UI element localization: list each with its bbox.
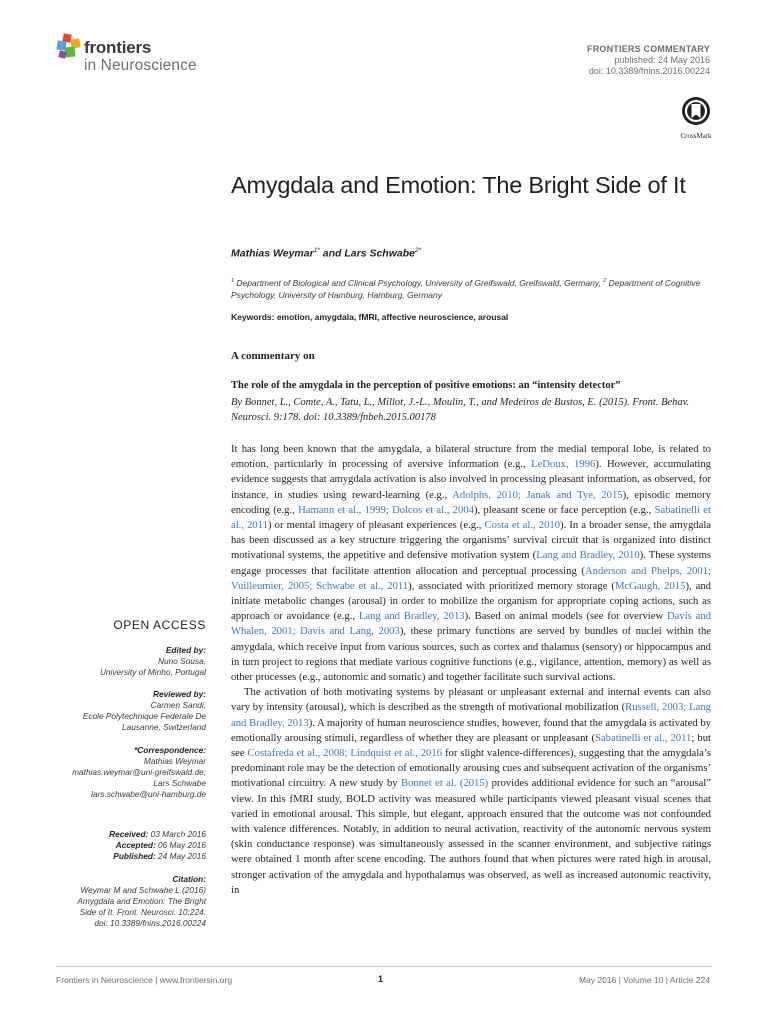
affiliation-text: Department of Biological and Clinical Psychology, University of Greifswald, Greifswald, Germany, [234,277,604,288]
body-text: It has long been known that the amygdala, a bilateral structure from the medial temporal lobe, is related to emotion, particularly in processing of aversive information (e.g., [231,444,711,471]
published-date: published: 24 May 2016 [614,55,710,65]
crossmark-badge[interactable] [676,96,716,138]
citation-link[interactable]: Lang and Bradley, 2013 [358,611,465,623]
citation-link[interactable]: McGaugh, 2015 [614,580,686,592]
footer-divider [56,966,712,967]
affiliation-text: Department of Cognitive Psychology, University of Hamburg, Hamburg, Germany [231,277,701,300]
editor-affiliation: University of Minho, Portugal [99,667,206,677]
citation-link[interactable]: Sabatinelli et al., 2011 [595,732,692,744]
citation-link[interactable]: Russell, 2003; Lang and Bradley, 2013 [231,702,712,729]
accepted-label: Accepted: [115,840,156,850]
citation-link[interactable]: Sabatinelli et al., 2011 [231,504,711,532]
article-meta-header [587,44,710,77]
citation-link[interactable]: LeDoux, 1996 [531,459,596,471]
article-type: FRONTIERS COMMENTARY [587,44,710,54]
correspondence-label: *Correspondence: [134,745,206,755]
body-text: ). A majority of human neuroscience studies, however, found that the amygdala is activated by emotionally arousing stimuli, regardless of whether they are pleasant or unpleasant ( [231,717,711,744]
footer-issue-info: May 2016 | Volume 10 | Article 224 [578,975,710,985]
author-list [231,247,421,260]
corresponding-author-email[interactable]: mathias.weymar@uni-greifswald.de; [72,767,206,777]
keywords-values: emotion, amygdala, fMRI, affective neuroscience, arousal [274,312,509,322]
body-text: ), pleasant scene or face perception (e.g., [473,504,655,516]
affiliation-marker: 1 [231,278,235,284]
frontiers-logo-icon [56,34,82,60]
received-date: 03 March 2016 [148,829,206,839]
commented-article-citation: By Bonnet, L., Comte, A., Tatu, L., Millot, J.-L., Moulin, T., and Medeiros de Bustos, E. (2015). Front. Behav. Neurosci. 9:178. doi: 10.3389/fnbeh.2015.00178 [231,397,690,423]
edited-by-block [100,645,206,678]
body-text: ), associated with prioritized memory storage ( [408,580,615,592]
citation-label: Citation: [172,874,206,884]
editor-name: Nuno Sousa, [158,656,206,666]
article-doi[interactable]: doi: 10.3389/fnins.2016.00224 [588,66,710,76]
crossmark-icon [681,96,711,126]
page-number: 1 [378,974,384,984]
body-text: ), and initiate metabolic changes (arousal) in order to mobilize the organism for appropriate coping actions, such as approach or avoidance (e.g., [231,580,712,623]
affiliations [231,275,711,301]
commented-article-title[interactable]: The role of the amygdala in the perception of positive emotions: an “intensity detector” [231,380,621,391]
corresponding-author-email[interactable]: lars.schwabe@uni-hamburg.de [91,789,206,799]
citation-link[interactable]: Hamann et al., 1999; Dolcos et al., 2004 [298,504,474,516]
body-text: ; but see [231,732,711,760]
citation-block [77,874,206,929]
citation-text: Weymar M and Schwabe L (2016) [80,885,206,895]
corresponding-author-name: Lars Schwabe [153,778,206,788]
citation-doi[interactable]: doi: 10.3389/fnins.2016.00224 [94,918,206,928]
citation-text: Amygdala and Emotion: The Bright [77,896,206,906]
received-label: Received: [109,829,149,839]
crossmark-label: CrossMark [680,132,712,140]
article-body [231,442,711,898]
keywords-label: Keywords: [231,312,275,322]
body-text: The activation of both motivating systems by pleasant or unpleasant external and internal events can also vary by intensity (arousal), which is described as the strength of motivational mobilization ( [231,687,711,714]
citation-link[interactable]: Bonnet et al. (2015) [400,778,489,790]
body-text: ), episodic memory encoding (e.g., [231,489,711,516]
reviewer-affiliation: Lausanne, Switzerland [122,722,206,732]
body-paragraph [231,442,711,685]
citation-text: Side of It. Front. Neurosci. 10:224. [79,907,206,917]
commentary-heading: A commentary on [231,350,315,362]
reviewed-by-label: Reviewed by: [152,689,206,699]
citation-link[interactable]: Lang and Bradley, 2010 [536,550,640,562]
body-paragraph [231,685,711,898]
reviewer-affiliation: Ecole Polytechnique Federale De [82,711,206,721]
citation-link[interactable]: Anderson and Phelps, 2001; Vuilleumier, 2005; Schwabe et al., 2011 [231,565,711,592]
published-date-sidebar: 24 May 2016 [155,851,206,861]
affiliation-marker: 2 [603,278,607,284]
citation-link[interactable]: Costafreda et al., 2008; Lindquist et al., 2016 [247,748,442,760]
body-text: ). In a broader sense, the amygdala has been discussed as a key structure triggering the organisms’ survival circuit that is organized into distinct motivational systems, the appetitive and defensive motivation system ( [231,520,712,562]
body-text: for slight valence-differences), suggesting that the amygdala’s predominant role may be the detection of emotionally arousing cues and subsequent activation of the organisms’ motivational circuitry. A new study by [231,748,711,790]
citation-link[interactable]: Costa et al., 2010 [484,520,561,532]
reviewed-by-block [83,689,206,733]
body-text: ) or mental imagery of pleasant experiences (e.g., [268,520,485,532]
journal-logo [56,34,246,80]
author-superscript: 1* [313,247,320,254]
edited-by-label: Edited by: [165,645,206,655]
open-access-label: OPEN ACCESS [113,618,206,632]
correspondence-block [72,745,206,800]
author-conjunction: and [319,247,345,260]
logo-word-journal: in Neuroscience [84,57,197,74]
reviewer-name: Carmen Sandi, [150,700,206,710]
body-text: ), these primary functions are served by bundles of nuclei within the amygdala, which receive input from various sources, such as cortex and thalamus (sensory) or hippocampus and in turn project to regions that mediate various cognitive functions (e.g., vigilance, attention, memory) as well as other processes (e.g., autonomic and somatic) and together facilitate such survival actions. [231,626,711,684]
body-text: ). Based on animal models (see for overview [464,611,667,623]
keywords [231,312,508,322]
body-text: provides additional evidence for such an “arousal” view. In this fMRI study, BOLD activity was measured while participants viewed pleasant visual scenes that varied in emotional arousal. This simple, but elegant, approach ensured that the outcome was not confounded with valence differences. Notably, in addition to neural activation, reactivity of the autonomic nervous system (skin conductance response) was simultaneously assessed in the scanner environment, and subjective ratings were obtained 1 month after scene encoding. The authors found that when pictures were rated high in arousal, stronger activation of the amygdala and hypothalamus was observed, as well as increased autonomic reactivity, in [231,778,711,896]
author-name[interactable]: Lars Schwabe [344,247,415,260]
author-name[interactable]: Mathias Weymar [231,247,314,260]
citation-link[interactable]: Adolphs, 2010; Janak and Tye, 2015 [452,489,623,501]
logo-word-frontiers: frontiers [84,38,152,57]
footer-journal[interactable]: Frontiers in Neuroscience | www.frontiersin.org [56,975,233,985]
published-label: Published: [113,851,156,861]
body-text: ). However, accumulating evidence suggests that amygdala activation is also involved in processing pleasant information, as observed, for instance, in studies using reward-learning (e.g., [231,459,711,501]
corresponding-author-name: Mathias Weymar [143,756,206,766]
author-superscript: 2* [414,247,422,254]
citation-link[interactable]: Davis and Whalen, 2001; Davis and Lang, 2003 [231,611,711,638]
accepted-date: 06 May 2016 [155,840,206,850]
dates-block [109,829,206,862]
article-title: Amygdala and Emotion: The Bright Side of It [231,172,686,198]
body-text: ). These systems engage processes that facilitate attention allocation and perceptual processing ( [231,550,711,577]
